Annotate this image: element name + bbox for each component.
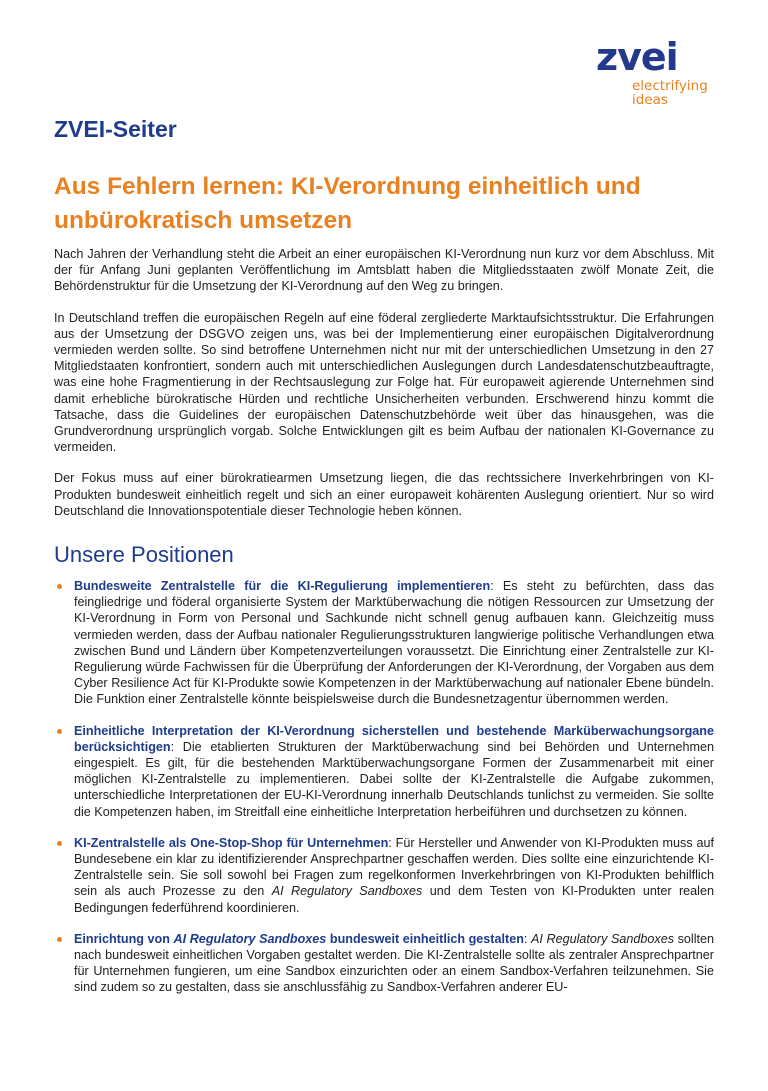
intro-paragraph-2: In Deutschland treffen die europäischen Regeln auf eine föderal zergliederte Marktaufsichtsstruktur. Die Erfahrungen aus der Umsetzung der DSGVO zeigen uns, was bei der Implementierung einer europäischen Digitalverordnung vermieden werden sollte. So sind betroffene Unternehmen nicht nur mit der unterschiedlichen Umsetzung in den 27 Mitgliedstaaten konfrontiert, sondern auch mit unterschiedlichen Auslegungen durch Landesdatenschutzbeauftragte, was eine hohe Fragmentierung in der Rechtsauslegung zur Folge hat. Für europaweit agierende Unternehmen sind damit erhebliche bürokratische Hürden und rechtliche Unsicherheiten verbunden. Erschwerend hinzu kommt die Tatsache, dass die Guidelines der europäischen Datenschutzbehörde weit über das hinausgehen, was die Grundverordnung ursprünglich vorgab. Solche Entwicklungen gilt es beim Aufbau der nationalen KI-Governance zu vermeiden. [54,310,714,455]
position-separator: : [523,931,531,946]
position-emphasis: AI Regulatory Sandboxes [531,931,674,946]
intro-paragraph-3: Der Fokus muss auf einer bürokratiearmen Umsetzung liegen, die das rechtssichere Inverkehrbringen von KI-Produkten bundesweit einheitlich regelt und sich an einer europaweit kohärenten Auslegung orientiert. Nur so wird Deutschland die Innovationspotentiale dieser Technologie heben können. [54,471,714,518]
position-text [74,835,714,916]
position-title [74,932,524,946]
logo-tagline-line-1: electrifying [632,78,708,94]
position-item [54,723,714,820]
position-text [74,578,714,708]
position-text [74,931,714,996]
position-title-part-2: bundesweit einheitlich gestalten [326,931,524,946]
bullet-icon [57,729,62,734]
position-title-emphasis: AI Regulatory Sandboxes [173,931,327,946]
position-title: Einheitliche Interpretation der KI-Verordnung sicherstellen und bestehende Marküberwachungsorgane berücksichtigen [74,723,714,754]
position-description-part-2: und dem Testen von KI-Produkten unter realen Bedingungen federführend koordinieren. [74,884,714,915]
intro-section [54,246,714,534]
position-text [74,723,714,820]
logo-tagline [632,79,708,107]
positions-heading: Unsere Positionen [54,542,234,567]
page-headline: Aus Fehlern lernen: KI-Verordnung einheitlich und unbürokratisch umsetzen [54,173,641,234]
intro-paragraph-1: Nach Jahren der Verhandlung steht die Arbeit an einer europäischen KI-Verordnung nun kurz vor dem Abschluss. Mit der für Anfang Juni geplanten Veröffentlichung im Amtsblatt haben die Mitgliedsstaaten zwölf Monate Zeit, die Behördenstruktur für die Umsetzung der KI-Verordnung auf den Weg zu bringen. [54,247,714,294]
position-item [54,931,714,996]
logo-tagline-line-2: ideas [632,92,668,108]
bullet-icon [57,584,62,589]
position-title: KI-Zentralstelle als One-Stop-Shop für Unternehmen [74,835,389,850]
positions-list [54,578,714,1011]
position-emphasis: AI Regulatory Sandboxes [271,884,423,899]
zvei-logo [596,35,726,108]
series-title: ZVEI-Seiter [54,116,177,142]
position-description-part-1: : Für Hersteller und Anwender von KI-Produkten muss auf Bundesebene ein klar zu identifizierender Ansprechpartner geschaffen werden. Dies sollte eine einzurichtende KI-Zentralstelle sein. Sie soll sowohl bei Fragen zum regelkonformen Inverkehrbringen von KI-Produkten behilflich sein als auch Prozesse zu den [74,835,715,899]
position-title-part-1: Einrichtung von [74,931,174,946]
bullet-icon [57,937,62,942]
position-title: Bundesweite Zentralstelle für die KI-Regulierung implementieren [74,579,491,593]
bullet-icon [57,841,62,846]
position-item [54,835,714,916]
position-description: sollten nach bundesweit einheitlichen Vorgaben gestaltet werden. Die KI-Zentralstelle sollte als zentraler Ansprechpartner für Unternehmen fungieren, um eine Sandbox einzurichten oder an einem Sandbox-Verfahren teilzunehmen. Sie sind zudem so zu gestalten, dass sie anschlussfähig zu Sandbox-Verfahren anderer EU- [74,931,714,995]
logo-wordmark: zvei [596,35,678,79]
position-description: : Die etablierten Strukturen der Marktüberwachung sind bei Behörden und Unternehmen eingespielt. Es gilt, für die bestehenden Marktüberwachungsorgane Formen der Zusammenarbeit mit einer möglichen KI-Zentralstelle zu implementieren. Dabei sollte der KI-Zentralstelle die Aufgabe zukommen, unterschiedliche Interpretationen der EU-KI-Verordnung innerhalb Deutschlands tunlichst zu vermeiden. Sie sollte die Kompetenzen haben, im Streitfall eine einheitliche Interpretation herbeiführen und durchsetzen zu können. [74,739,714,819]
position-description: : Es steht zu befürchten, dass das feingliedrige und föderal organisierte System der Marktüberwachung die nötigen Ressourcen zur Umsetzung der KI-Verordnung in Form von Personal und Sachkunde nicht schnell genug aufbauen kann. Gleichzeitig muss vermieden werden, dass der Aufbau nationaler Regulierungsstrukturen langwierige politische Verhandlungen etwa zwischen Bund und Ländern über Kompetenzverteilungen voraussetzt. Die Einrichtung einer Zentralstelle zur KI-Regulierung würde Fachwissen für die Überprüfung der Anforderungen der KI-Verordnung, der Vorgaben aus dem Cyber Resilience Act für KI-Produkte sowie Kompetenzen in der Marktüberwachung auf nationaler Ebene bündeln. Die Funktion einer Zentralstelle könnte beispielsweise durch die Bundesnetzagentur übernommen werden. [74,579,714,707]
position-item [54,578,714,708]
